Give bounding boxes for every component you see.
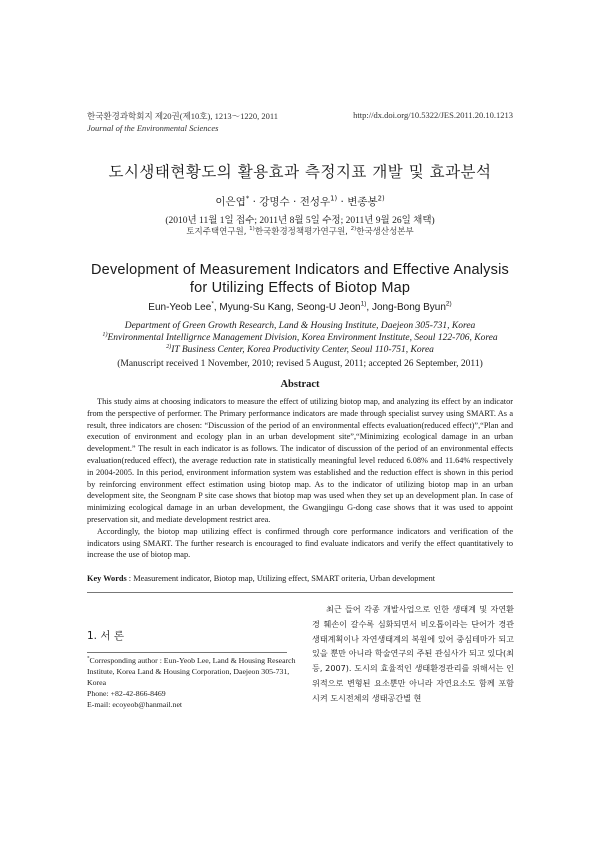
author-name: Myung-Su Kang (219, 302, 292, 313)
english-received-dates: (Manuscript received 1 November, 2010; revised 5 August, 2011; accepted 26 September, 2011) (117, 359, 483, 369)
author-mark: * (211, 300, 214, 308)
section-heading: 1. 서 론 (87, 630, 124, 642)
journal-header (87, 110, 278, 134)
abstract-heading: Abstract (280, 379, 320, 390)
korean-author-list (0, 194, 600, 209)
author-name: 이은엽 (215, 196, 246, 208)
footnote-mark: * (87, 655, 90, 662)
footnote-line: Corresponding author : Eun-Yeob Lee, Land & Housing Research Institute, Korea Land & Housing Corporation, Daejeon 305-731, Korea (87, 656, 296, 687)
affiliation-mark: 1) (102, 331, 108, 338)
english-title-line: for Utilizing Effects of Biotop Map (189, 280, 411, 296)
journal-name-korean: 한국환경과학회지 제20권(제10호), 1213～1220, 2011 (87, 111, 279, 121)
footnote-email[interactable]: E-mail: ecoyeob@hanmail.net (87, 700, 183, 709)
korean-title: 도시생태현황도의 활용효과 측정지표 개발 및 효과분석 (108, 163, 492, 181)
english-title (0, 261, 600, 297)
journal-name-english: Journal of the Environmental Sciences (87, 123, 219, 133)
keywords-label: Key Words (87, 574, 127, 583)
english-affiliation: Department of Green Growth Research, Land & Housing Institute, Daejeon 305-731, Korea (124, 321, 476, 331)
affiliation-mark: 2) (166, 343, 172, 350)
author-name: Seong-U Jeon (296, 302, 361, 313)
footnote-line: Phone: +82-42-866-8469 (87, 689, 166, 698)
english-affiliation (0, 345, 600, 355)
author-separator: · (293, 196, 297, 208)
keywords (87, 574, 513, 583)
author-separator: · (252, 196, 256, 208)
author-mark: 2) (377, 194, 385, 203)
english-title-line: Development of Measurement Indicators and Effective Analysis (91, 262, 509, 278)
english-affiliation (0, 333, 600, 343)
affiliation-text: 한국생산성본부 (356, 227, 414, 237)
affiliation-text: 한국환경정책평가연구원, (254, 227, 351, 237)
author-name: 변종봉 (347, 196, 378, 208)
author-mark: 2) (445, 300, 452, 308)
abstract-body (87, 396, 513, 561)
author-separator: , (366, 302, 372, 313)
author-separator: , (213, 302, 220, 313)
korean-received-dates: (2010년 11월 1일 접수; 2011년 8월 5일 수정; 2011년 9월 26일 채택) (165, 216, 435, 226)
affiliation-text: 토지주택연구원, (186, 227, 250, 237)
body-paragraph: 최근 들어 각종 개발사업으로 인한 생태계 및 자연환경 훼손이 갈수록 심화되면서 비오톱이라는 단어가 경관생태계획이나 자연생태계의 복원에 있어 중심테마가 되고 있을 뿐만 아니라 학술연구의 주된 관심사가 되고 있다(최 등, 2007). 도시의 효율적인 생태환경관리를 위해서는 인위적으로 변형된 요소뿐만 아니라 자연요소도 함께 포함시켜 도시전체의 생태공간별 현 (312, 604, 514, 703)
footnote-divider (87, 652, 287, 653)
abstract-paragraph: This study aims at choosing indicators to measure the effect of utilizing biotop map, and analyzing its effect by an indicator from the perspective of performer. The Primary performance indicators are made through specialist survey using SMART. As a result, three indicators are chosen: “Discussion of the period of an environmental effects evaluation(reduced effect)”,“Plan and execution of environment and ecology plan in an urban development site”,“Minimizing ecological damage in an urban development.” The result in each indicator is as follows. The indicator of discussion of the period of an environmental effects evaluation(reduced effect), the average reduction rate in statistically meaningful level reduced 6.08% and 11.64% respectively in 2004-2005. In this period, environment information system was established and the reduction effect is shown in this period by reinforcing environment effect estimation using biotop map. As to the indicator of utilizing biotop map in an urban development site, the Seongnam P site case shows that biotop map was used when they set up an development plan. In case of minimizing ecological damage in an urban development, the Gwangjingu G-dong case shows that it was used to appoint preservation sit, and mediate development restrict area. (87, 397, 513, 524)
author-name: Eun-Yeob Lee (148, 302, 212, 313)
author-separator: , (291, 302, 297, 313)
affiliation-mark: 2) (350, 226, 357, 233)
doi-link[interactable]: http://dx.doi.org/10.5322/JES.2011.20.10.1213 (353, 110, 513, 120)
author-separator: · (340, 196, 344, 208)
body-text-column (312, 602, 514, 706)
affiliation-text: Environmental Intelligrnce Management Division, Korea Environment Institute, Seoul 122-706, Korea (107, 333, 498, 343)
author-name: Jong-Bong Byun (371, 302, 446, 313)
korean-affiliations (0, 225, 600, 237)
affiliation-mark: 1) (249, 226, 255, 233)
section-divider (87, 592, 513, 593)
author-mark: 1) (360, 300, 367, 308)
english-author-list (0, 302, 600, 313)
keywords-text: : Measurement indicator, Biotop map, Utilizing effect, SMART oriteria, Urban development (126, 574, 436, 583)
author-mark: * (245, 194, 250, 203)
author-name: 강명수 (259, 196, 290, 208)
affiliation-text: IT Business Center, Korea Productivity Center, Seoul 110-751, Korea (171, 345, 434, 355)
abstract-paragraph: Accordingly, the biotop map utilizing effect is confirmed through core performance indicators and verification of the indicators using SMART. The further research is encouraged to find evaluate indicators and verify the effect quantitatively to increase the use of biotop map. (87, 526, 513, 560)
corresponding-author-footnote (87, 655, 297, 710)
author-mark: 1) (330, 194, 338, 203)
author-name: 전성우 (299, 196, 331, 208)
